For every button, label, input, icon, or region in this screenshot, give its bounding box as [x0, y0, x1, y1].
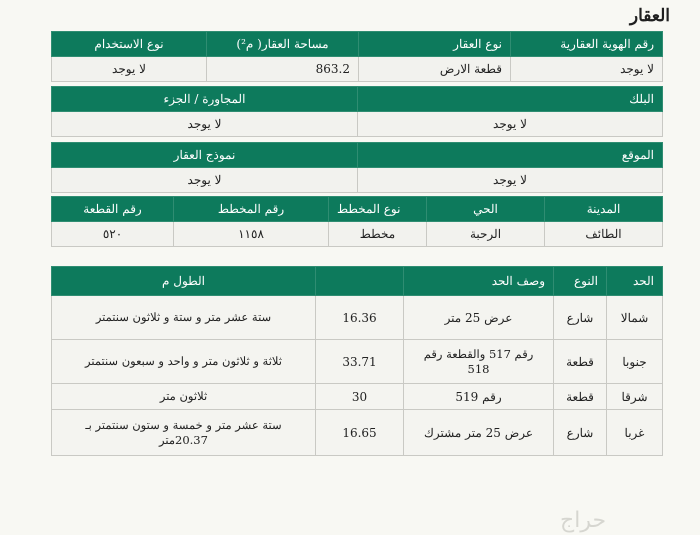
header-identity-number: رقم الهوية العقارية: [511, 32, 663, 57]
block-table: [51, 86, 663, 137]
boundaries-table: [51, 266, 663, 456]
value-location: لا يوجد: [358, 168, 663, 193]
boundary-length-text: ستة عشر متر و خمسة و ستون سنتمتر بـ 20.37متر: [52, 410, 316, 456]
header-boundary-length-num: [316, 267, 404, 296]
header-boundary-type: النوع: [554, 267, 607, 296]
boundary-length: 16.65: [316, 410, 404, 456]
value-block: لا يوجد: [358, 112, 663, 137]
header-city: المدينة: [545, 197, 663, 222]
header-property-type: نوع العقار: [359, 32, 511, 57]
header-block: البلك: [358, 87, 663, 112]
header-district: الحي: [427, 197, 545, 222]
header-neighbor: المجاورة / الجزء: [52, 87, 358, 112]
boundary-side: جنوبا: [607, 340, 663, 384]
header-usage-type: نوع الاستخدام: [52, 32, 207, 57]
page-title: العقار: [629, 6, 670, 26]
boundary-type: شارع: [554, 410, 607, 456]
boundary-desc: رقم 519: [404, 384, 554, 410]
value-property-area: 863.2: [207, 57, 359, 82]
header-boundary-desc: وصف الحد: [404, 267, 554, 296]
value-plan-number: ١١٥٨: [174, 222, 329, 247]
boundary-desc: رقم 517 والقطعة رقم 518: [404, 340, 554, 384]
value-plot-number: ٥٢٠: [52, 222, 174, 247]
header-property-area: مساحة العقار( م²): [207, 32, 359, 57]
value-neighbor: لا يوجد: [52, 112, 358, 137]
table-row: [52, 296, 663, 340]
boundary-side: شرقا: [607, 384, 663, 410]
header-location: الموقع: [358, 143, 663, 168]
boundary-desc: عرض 25 متر: [404, 296, 554, 340]
table-row: [52, 340, 663, 384]
header-boundary-side: الحد: [607, 267, 663, 296]
boundary-type: قطعة: [554, 384, 607, 410]
plan-table: [51, 196, 663, 247]
value-property-model: لا يوجد: [52, 168, 358, 193]
header-plan-type: نوع المخطط: [329, 197, 427, 222]
boundary-length-text: ثلاثة و ثلاثون متر و واحد و سبعون سنتمتر: [52, 340, 316, 384]
header-property-model: نموذج العقار: [52, 143, 358, 168]
boundary-length-text: ثلاثون متر: [52, 384, 316, 410]
boundary-type: شارع: [554, 296, 607, 340]
header-boundary-length: الطول م: [52, 267, 316, 296]
boundary-type: قطعة: [554, 340, 607, 384]
location-table: [51, 142, 663, 193]
table-row: [52, 384, 663, 410]
boundary-desc: عرض 25 متر مشترك: [404, 410, 554, 456]
value-identity-number: لا يوجد: [511, 57, 663, 82]
value-city: الطائف: [545, 222, 663, 247]
value-usage-type: لا يوجد: [52, 57, 207, 82]
value-property-type: قطعة الارض: [359, 57, 511, 82]
value-district: الرحبة: [427, 222, 545, 247]
boundary-length: 30: [316, 384, 404, 410]
property-info-table: [51, 31, 663, 82]
boundary-side: غربا: [607, 410, 663, 456]
table-row: [52, 410, 663, 456]
boundary-length: 16.36: [316, 296, 404, 340]
boundary-length: 33.71: [316, 340, 404, 384]
header-plot-number: رقم القطعة: [52, 197, 174, 222]
watermark-logo: حراج: [560, 508, 607, 533]
value-plan-type: مخطط: [329, 222, 427, 247]
boundary-side: شمالا: [607, 296, 663, 340]
boundary-length-text: ستة عشر متر و ستة و ثلاثون سنتمتر: [52, 296, 316, 340]
header-plan-number: رقم المخطط: [174, 197, 329, 222]
